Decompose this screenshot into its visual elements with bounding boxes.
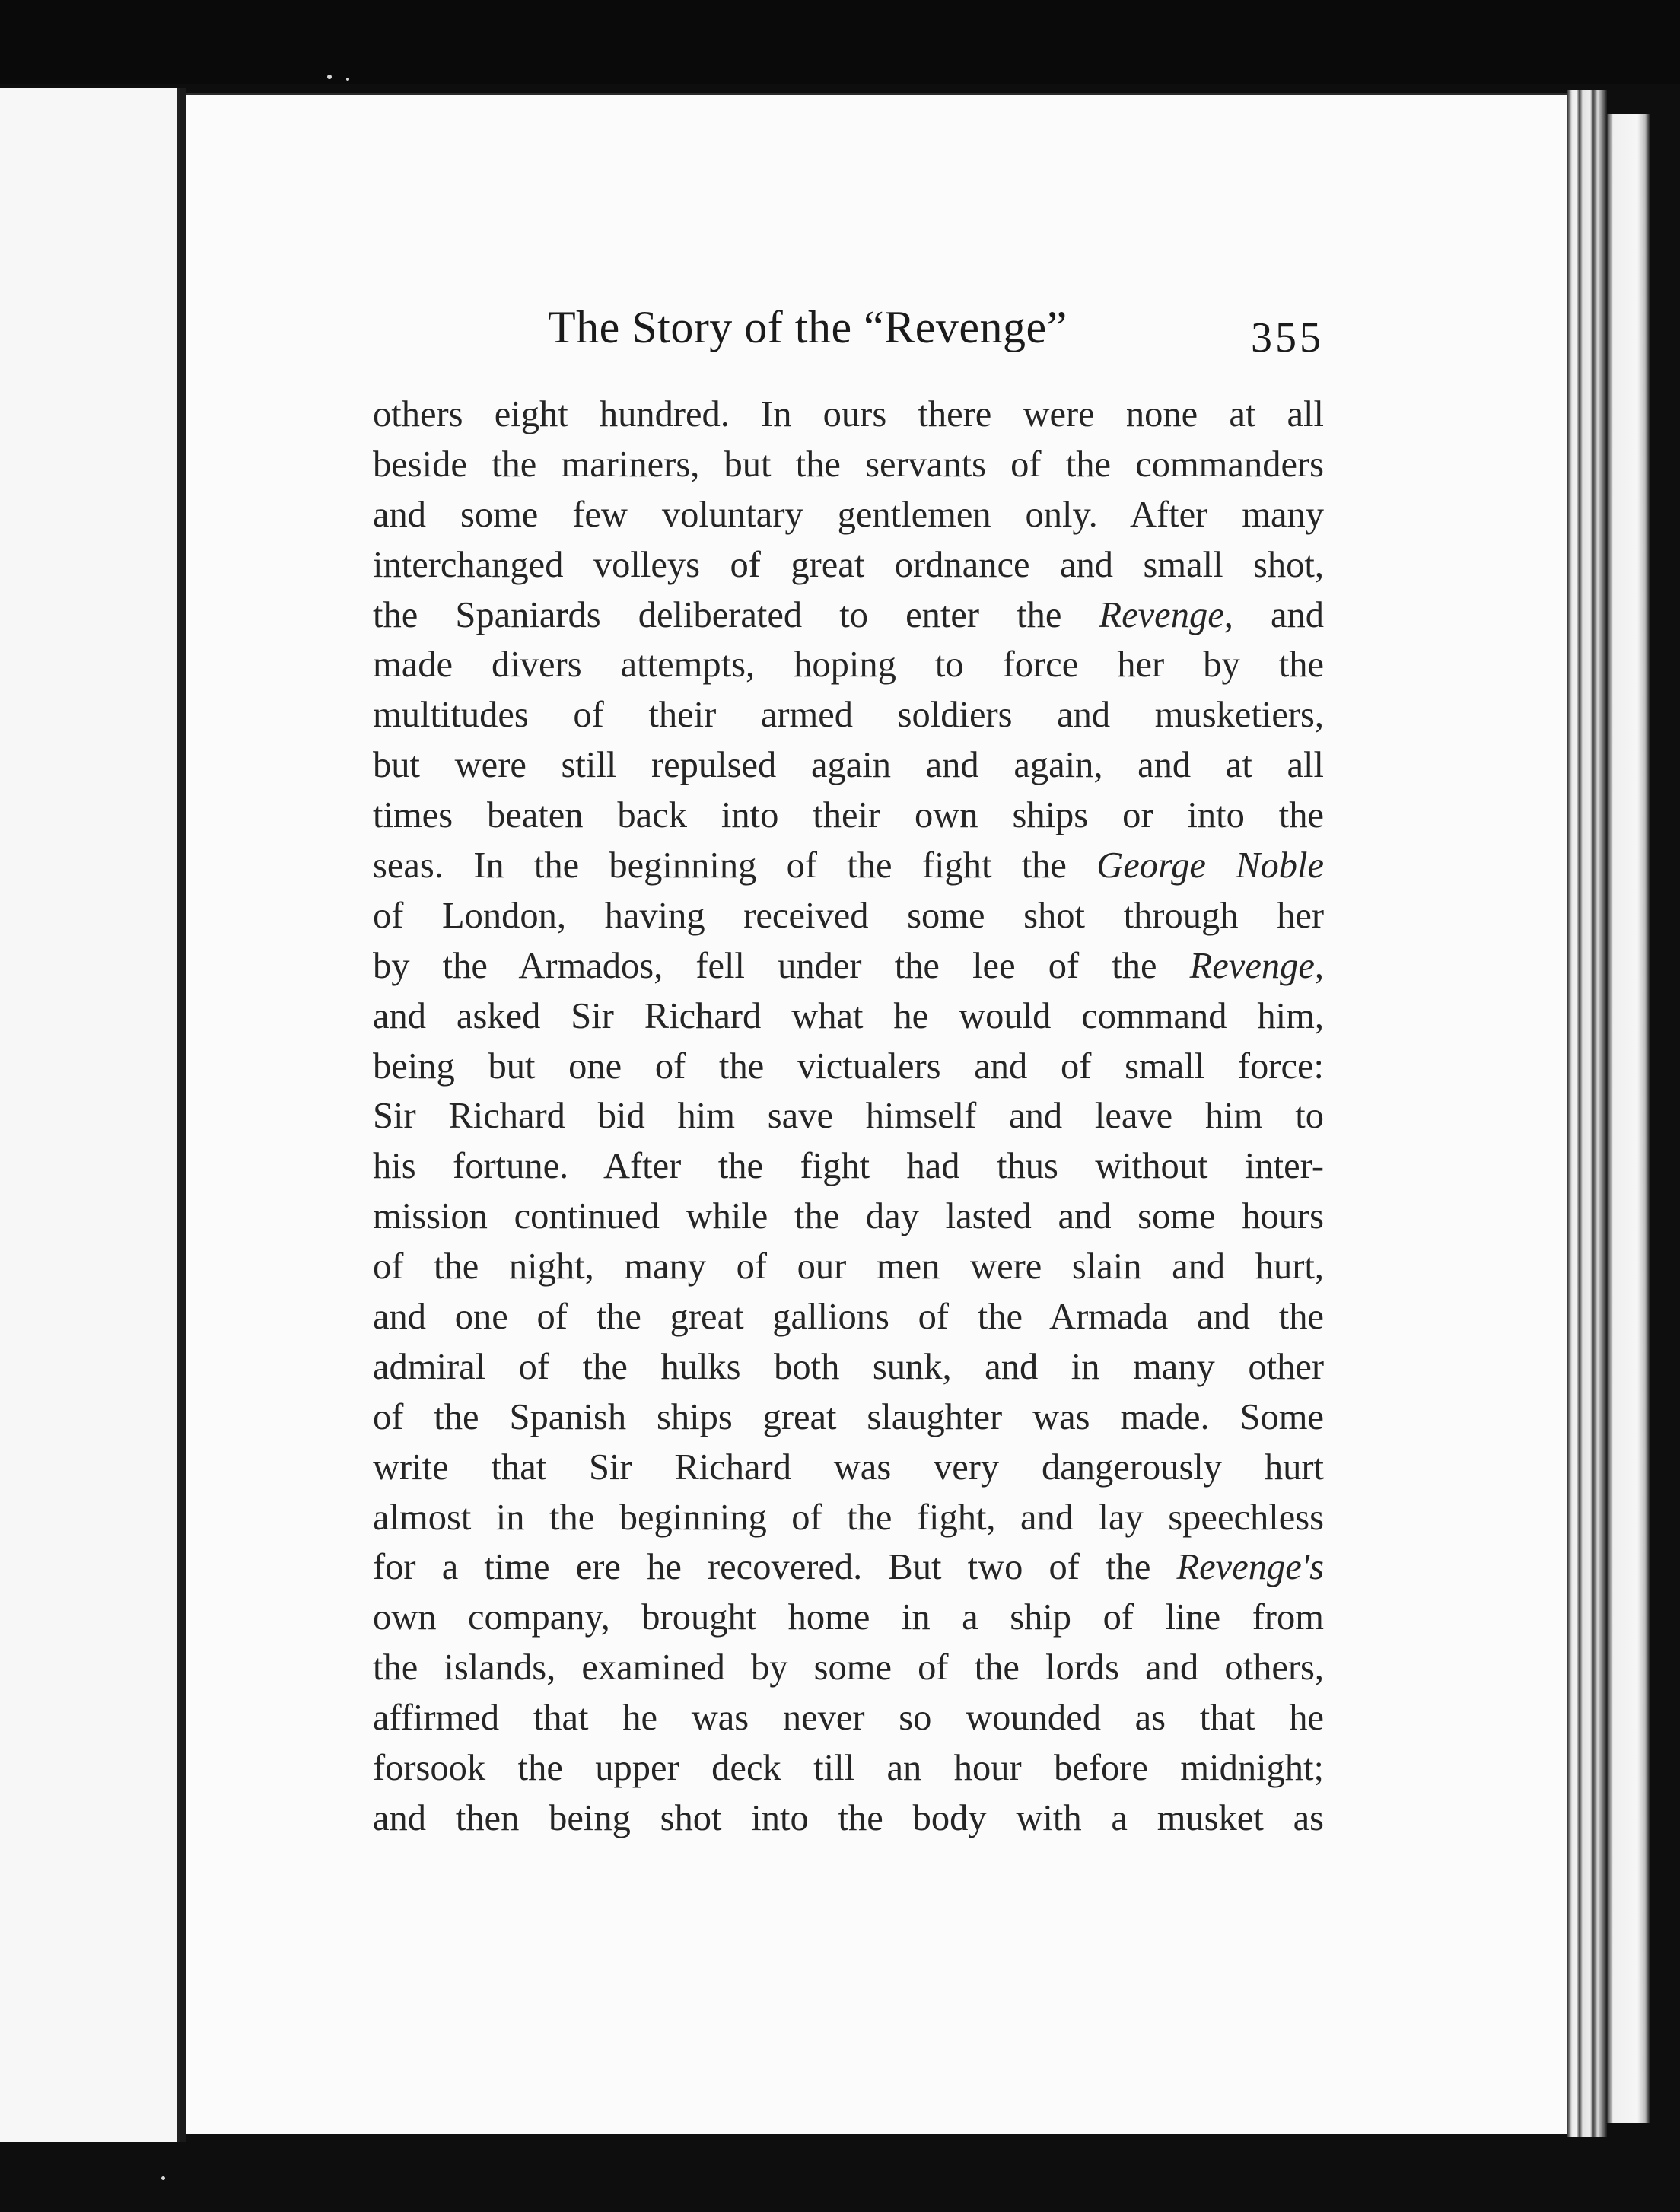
text-line: own company, brought home in a ship of line from <box>373 1597 1324 1638</box>
text-line: of London, having received some shot through her <box>373 895 1324 936</box>
text-line: made divers attempts, hoping to force her by the <box>373 645 1324 686</box>
text-line: admiral of the hulks both sunk, and in many other <box>373 1346 1324 1387</box>
text-line: affirmed that he was never so wounded as that he <box>373 1698 1324 1739</box>
text-line: and one of the great gallions of the Armada and the <box>373 1297 1324 1338</box>
body-text <box>373 390 1324 1844</box>
italic-title: Revenge <box>1099 594 1224 635</box>
text-line: write that Sir Richard was very dangerously hurt <box>373 1447 1324 1488</box>
text-line: Sir Richard bid him save himself and leave him to <box>373 1096 1324 1137</box>
text-line: the islands, examined by some of the lords and others, <box>373 1647 1324 1688</box>
text-line: times beaten back into their own ships or into the <box>373 795 1324 836</box>
text-line: the Spaniards deliberated to enter the Revenge, and <box>373 594 1324 635</box>
italic-title: Revenge <box>1189 945 1315 986</box>
dust-speck <box>327 75 332 79</box>
text-line: of the night, many of our men were slain and hurt, <box>373 1246 1324 1287</box>
text-line: mission continued while the day lasted and some hours <box>373 1196 1324 1237</box>
book-gutter <box>180 88 186 2142</box>
text-line: interchanged volleys of great ordnance and small shot, <box>373 544 1324 585</box>
back-cover-edge <box>1607 114 1650 2123</box>
text-line: multitudes of their armed soldiers and musketiers, <box>373 695 1324 736</box>
text-line: almost in the beginning of the fight, and lay speechless <box>373 1497 1324 1538</box>
page-number: 355 <box>1251 314 1324 361</box>
facing-page-edge <box>0 88 180 2142</box>
page-stack-edges <box>1567 90 1607 2137</box>
text-line: and some few voluntary gentlemen only. After many <box>373 494 1324 535</box>
text-line: beside the mariners, but the servants of the commanders <box>373 444 1324 485</box>
text-line: but were still repulsed again and again, and at all <box>373 745 1324 786</box>
running-head <box>548 297 1324 365</box>
text-line: his fortune. After the fight had thus without inter- <box>373 1146 1324 1187</box>
text-line: being but one of the victualers and of small force: <box>373 1046 1324 1087</box>
italic-title: George Noble <box>1096 845 1324 886</box>
text-line: seas. In the beginning of the fight the George Noble <box>373 845 1324 886</box>
text-line: others eight hundred. In ours there were none at all <box>373 394 1324 434</box>
dust-speck <box>346 78 349 81</box>
scan-border-top <box>0 0 1680 84</box>
dust-speck <box>161 2176 165 2180</box>
text-line: and then being shot into the body with a musket as <box>373 1797 1324 1838</box>
running-head-title: The Story of the “Revenge” <box>548 302 1068 352</box>
text-line: forsook the upper deck till an hour before midnight; <box>373 1748 1324 1789</box>
text-line: for a time ere he recovered. But two of the Revenge's <box>373 1547 1324 1588</box>
text-line: of the Spanish ships great slaughter was made. Some <box>373 1396 1324 1437</box>
text-line: and asked Sir Richard what he would command him, <box>373 995 1324 1036</box>
text-line: by the Armados, fell under the lee of the Revenge, <box>373 945 1324 986</box>
italic-title: Revenge's <box>1176 1547 1324 1588</box>
